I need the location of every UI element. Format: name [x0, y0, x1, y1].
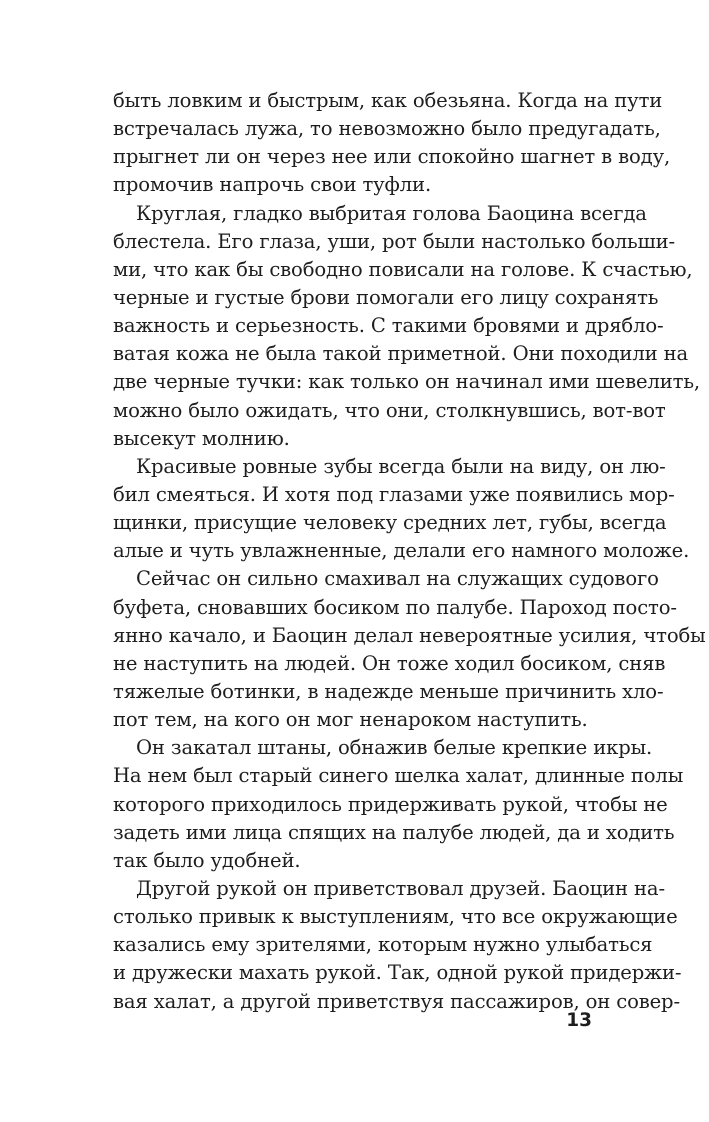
text-line: задеть ими лица спящих на палубе людей, да и ходить — [113, 820, 675, 844]
text-line: можно было ожидать, что они, столкнувшись, вот-вот — [113, 398, 666, 422]
paragraph-1 — [113, 87, 671, 200]
text-line: и дружески махать рукой. Так, одной рукой придержи- — [113, 961, 682, 985]
text-line: Красивые ровные зубы всегда были на виду, он лю- — [136, 454, 666, 478]
paragraph-4 — [113, 565, 706, 734]
text-line: черные и густые брови помогали его лицу сохранять — [113, 285, 659, 309]
text-line: Сейчас он сильно смахивал на служащих судового — [136, 567, 659, 591]
body-text — [113, 87, 706, 1016]
text-line: две черные тучки: как только он начинал ими шевелить, — [113, 370, 700, 394]
paragraph-2 — [113, 200, 700, 453]
text-line: не наступить на людей. Он тоже ходил босиком, сняв — [113, 651, 666, 675]
text-line: блестела. Его глаза, уши, рот были настолько больши- — [113, 229, 675, 253]
text-line: Круглая, гладко выбритая голова Баоцина всегда — [136, 201, 647, 225]
text-line: тяжелые ботинки, в надежде меньше причинить хло- — [113, 679, 664, 703]
text-line: так было удобней. — [113, 848, 301, 872]
paragraph-6 — [113, 875, 682, 1016]
text-line: Он закатал штаны, обнажив белые крепкие икры. — [136, 736, 653, 760]
text-line: быть ловким и быстрым, как обезьяна. Когда на пути — [113, 89, 663, 112]
text-line: промочив напрочь свои туфли. — [113, 173, 432, 197]
text-line: ватая кожа не была такой приметной. Они походили на — [113, 342, 689, 366]
text-line: пот тем, на кого он мог ненароком наступить. — [113, 708, 588, 732]
text-line: столько привык к выступлениям, что все окружающие — [113, 905, 678, 929]
text-line: буфета, сновавших босиком по палубе. Пароход посто- — [113, 595, 677, 619]
text-line: алые и чуть увлажненные, делали его намного моложе. — [113, 539, 690, 563]
text-line: которого приходилось придерживать рукой, чтобы не — [113, 792, 668, 816]
text-line: бил смеяться. И хотя под глазами уже появились мор- — [113, 482, 675, 506]
text-line: ми, что как бы свободно повисали на голове. К счастью, — [113, 257, 693, 281]
text-line: важность и серьезность. С такими бровями и дрябло- — [113, 314, 664, 338]
text-line: янно качало, и Баоцин делал невероятные усилия, чтобы — [113, 623, 706, 647]
text-line: щинки, присущие человеку средних лет, губы, всегда — [113, 511, 667, 535]
text-line: прыгнет ли он через нее или спокойно шагнет в воду, — [113, 145, 671, 169]
text-line: встречалась лужа, то невозможно было предугадать, — [113, 117, 661, 141]
page-number: 13 — [566, 1010, 592, 1031]
paragraph-5 — [113, 734, 684, 875]
text-line: казались ему зрителями, которым нужно улыбаться — [113, 933, 653, 957]
text-line: На нем был старый синего шелка халат, длинные полы — [113, 764, 684, 788]
text-line: высекут молнию. — [113, 426, 290, 450]
paragraph-3 — [113, 453, 690, 566]
text-line: Другой рукой он приветствовал друзей. Баоцин на- — [136, 876, 665, 900]
text-line: вая халат, а другой приветствуя пассажиров, он совер- — [113, 989, 680, 1013]
